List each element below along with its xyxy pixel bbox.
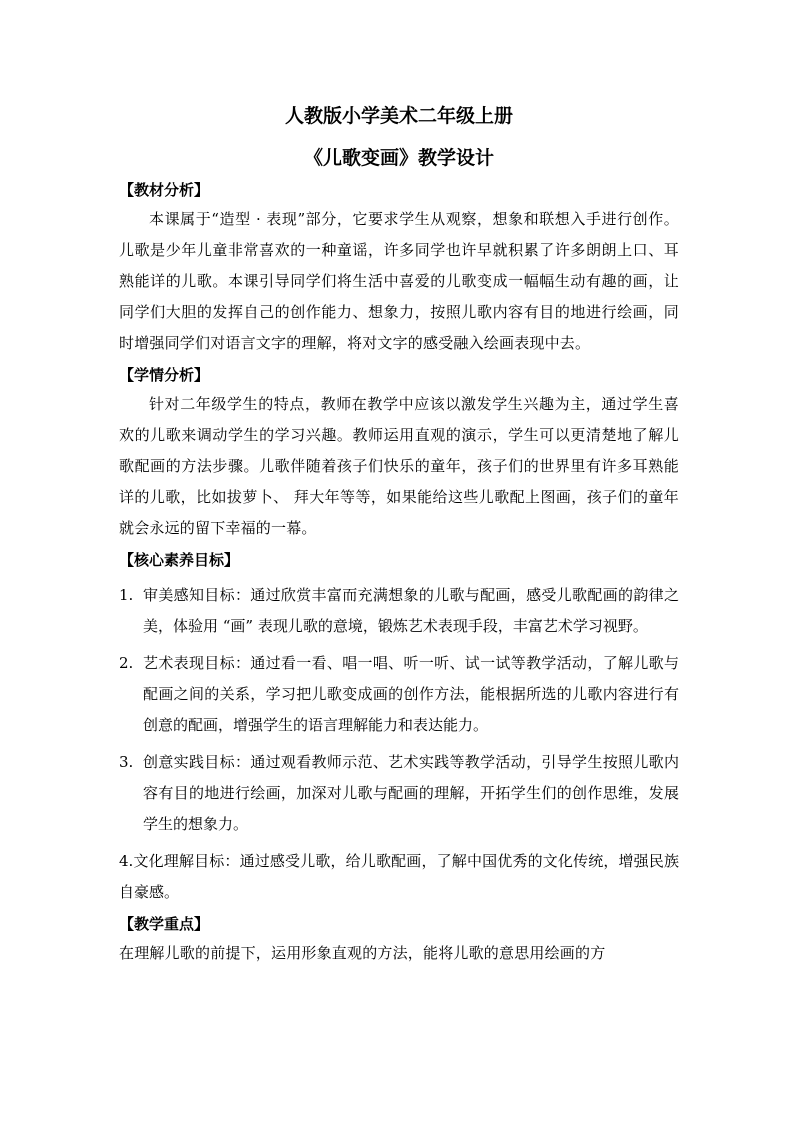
document-content xyxy=(119,100,679,969)
list-item-number: 2. xyxy=(119,654,134,672)
document-subtitle: 《儿歌变画》教学设计 xyxy=(303,147,494,169)
list-item-text: 创意实践目标：通过观看教师示范、艺术实践等教学活动，引导学生按照儿歌内容有目的地进行绘画，加深对儿歌与配画的理解，开拓学生们的创作思维，发展学生的想象力。 xyxy=(143,753,679,833)
core-goals-list xyxy=(119,580,679,908)
list-item-number: 1. xyxy=(119,586,134,604)
paragraph-key-points: 在理解儿歌的前提下，运用形象直观的方法，能将儿歌的意思用绘画的方 xyxy=(119,944,606,962)
document-title: 人教版小学美术二年级上册 xyxy=(284,105,513,127)
section-heading-learner-analysis: 【学情分析】 xyxy=(119,366,210,384)
section-heading-key-points: 【教学重点】 xyxy=(119,915,210,933)
list-item xyxy=(119,580,679,642)
list-item-text: 文化理解目标：通过感受儿歌，给儿歌配画，了解中国优秀的文化传统，增强民族自豪感。 xyxy=(119,852,679,901)
list-item xyxy=(119,747,679,840)
section-heading-core-goals: 【核心素养目标】 xyxy=(119,551,240,569)
list-item-number: 3. xyxy=(119,753,134,771)
section-heading-textbook-analysis: 【教材分析】 xyxy=(119,181,210,199)
paragraph-textbook-analysis: 本课属于“造型 · 表现”部分，它要求学生从观察，想象和联想入手进行创作。儿歌是少年儿童非常喜欢的一种童谣，许多同学也许早就积累了许多朗朗上口、耳熟能详的儿歌。本课引导同学们将生活中喜爱的儿歌变成一幅幅生动有趣的画，让同学们大胆的发挥自己的创作能力、想象力，按照儿歌内容有目的地进行绘画，同时增强同学们对语言文字的理解，将对文字的感受融入绘画表现中去。 xyxy=(119,210,679,352)
list-item-text: 艺术表现目标：通过看一看、唱一唱、听一听、试一试等教学活动，了解儿歌与配画之间的关系，学习把儿歌变成画的创作方法，能根据所选的儿歌内容进行有创意的配画，增强学生的语言理解能力和表达能力。 xyxy=(143,654,679,734)
list-item-text: 审美感知目标：通过欣赏丰富而充满想象的儿歌与配画，感受儿歌配画的韵律之美，体验用 “画” 表现儿歌的意境，锻炼艺术表现手段，丰富艺术学习视野。 xyxy=(143,586,679,635)
paragraph-learner-analysis: 针对二年级学生的特点，教师在教学中应该以激发学生兴趣为主，通过学生喜欢的儿歌来调动学生的学习兴趣。教师运用直观的演示，学生可以更清楚地了解儿歌配画的方法步骤。儿歌伴随着孩子们快乐的童年，孩子们的世界里有许多耳熟能详的儿歌，比如拔萝卜、 拜大年等等，如果能给这些儿歌配上图画，孩子们的童年就会永远的留下幸福的一幕。 xyxy=(119,395,679,537)
list-item xyxy=(119,846,679,908)
list-item xyxy=(119,648,679,741)
list-item-number: 4. xyxy=(119,852,134,870)
